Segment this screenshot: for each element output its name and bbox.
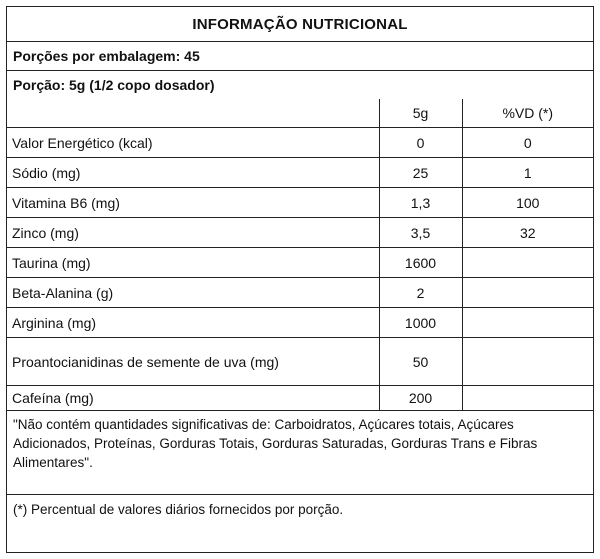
- table-row: [7, 218, 593, 248]
- nutrient-daily-value: 32: [462, 218, 593, 248]
- nutrient-amount: 3,5: [379, 218, 462, 248]
- nutrient-daily-value: 100: [462, 188, 593, 218]
- nutrition-facts-panel: [6, 6, 594, 553]
- table-row: [7, 128, 593, 158]
- nutrient-name: Cafeína (mg): [7, 386, 379, 410]
- nutrient-name: Sódio (mg): [7, 158, 379, 188]
- nutrient-name: Vitamina B6 (mg): [7, 188, 379, 218]
- servings-per-package: Porções por embalagem: 45: [7, 42, 593, 71]
- nutrient-amount: 200: [379, 386, 462, 410]
- nutrient-amount: 1000: [379, 308, 462, 338]
- not-significant-footnote: "Não contém quantidades significativas de: Carboidratos, Açúcares totais, Açúcares Adicionados, Proteínas, Gorduras Totais, Gorduras Saturadas, Gorduras Trans e Fibras Alimentares".: [7, 410, 593, 494]
- header-daily-value: %VD (*): [462, 99, 593, 128]
- nutrient-name: Taurina (mg): [7, 248, 379, 278]
- table-row: [7, 248, 593, 278]
- nutrient-daily-value: 1: [462, 158, 593, 188]
- table-row: [7, 338, 593, 386]
- nutrient-daily-value: [462, 248, 593, 278]
- table-row: [7, 308, 593, 338]
- table-header-row: [7, 99, 593, 128]
- nutrient-name: Beta-Alanina (g): [7, 278, 379, 308]
- nutrient-daily-value: [462, 278, 593, 308]
- table-row: [7, 278, 593, 308]
- nutrient-amount: 50: [379, 338, 462, 386]
- serving-size: Porção: 5g (1/2 copo dosador): [13, 77, 215, 93]
- header-nutrient: [7, 99, 379, 128]
- table-row: [7, 386, 593, 410]
- header-amount: 5g: [379, 99, 462, 128]
- nutrient-daily-value: [462, 338, 593, 386]
- panel-title: INFORMAÇÃO NUTRICIONAL: [7, 7, 593, 42]
- nutrient-daily-value: [462, 308, 593, 338]
- nutrient-name: Arginina (mg): [7, 308, 379, 338]
- nutrient-name: Valor Energético (kcal): [7, 128, 379, 158]
- nutrient-daily-value: 0: [462, 128, 593, 158]
- nutrient-name: Proantocianidinas de semente de uva (mg): [7, 338, 379, 386]
- nutrient-daily-value: [462, 386, 593, 410]
- nutrient-amount: 2: [379, 278, 462, 308]
- table-row: [7, 188, 593, 218]
- nutrient-amount: 1,3: [379, 188, 462, 218]
- nutrient-amount: 25: [379, 158, 462, 188]
- nutrient-name: Zinco (mg): [7, 218, 379, 248]
- nutrient-amount: 1600: [379, 248, 462, 278]
- table-row: [7, 158, 593, 188]
- nutrition-table: [7, 99, 593, 410]
- nutrient-amount: 0: [379, 128, 462, 158]
- daily-value-note: (*) Percentual de valores diários fornecidos por porção.: [7, 494, 593, 524]
